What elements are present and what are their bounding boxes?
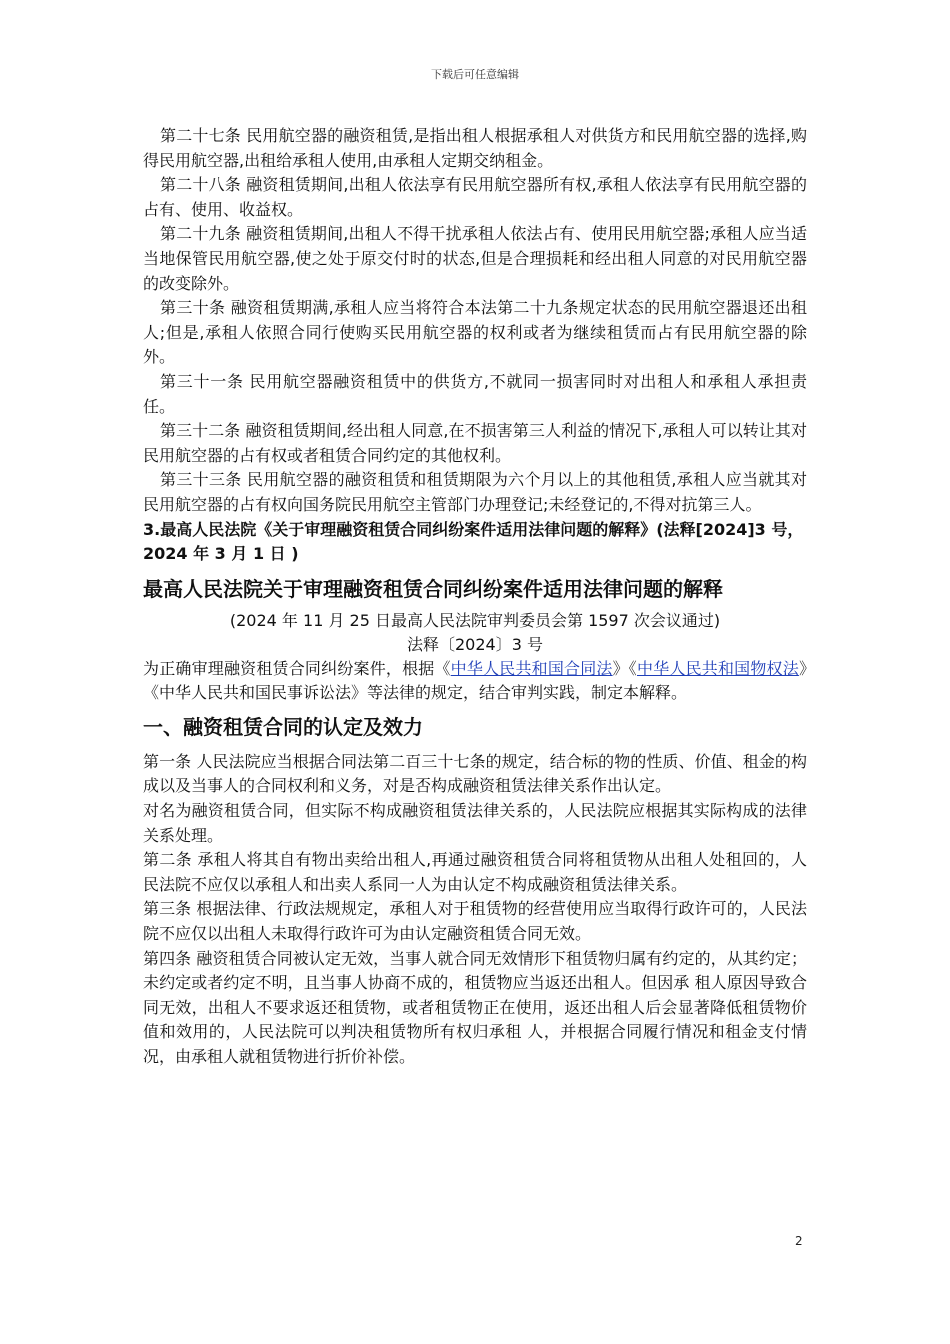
reference-heading: 3.最高人民法院《关于审理融资租赁合同纠纷案件适用法律问题的解释》(法释[2024]3 号，2024 年 3 月 1 日 ) [143,519,804,564]
interpretation-article-1-para-2: 对名为融资租赁合同，但实际不构成融资租赁法律关系的，人民法院应根据其实际构成的法律关系处理。 [143,801,807,845]
article-32: 第三十二条 融资租赁期间,经出租人同意,在不损害第三人利益的情况下,承租人可以转让其对民用航空器的占有权或者租赁合同约定的其他权利。 [143,421,807,465]
article-27: 第二十七条 民用航空器的融资租赁,是指出租人根据承租人对供货方和民用航空器的选择,购得民用航空器,出租给承租人使用,由承租人定期交纳租金。 [143,126,807,170]
document-body [143,124,807,1070]
article-28: 第二十八条 融资租赁期间,出租人依法享有民用航空器所有权,承租人依法享有民用航空器的占有、使用、收益权。 [143,175,807,219]
section-title: 一、融资租赁合同的认定及效力 [143,714,423,739]
property-law-link[interactable]: 中华人民共和国物权法 [637,658,799,678]
interpretation-article-4: 第四条 融资租赁合同被认定无效，当事人就合同无效情形下租赁物归属有约定的，从其约定；未约定或者约定不明，且当事人协商不成的，租赁物应当返还出租人。但因承 租人原因导致合同无效，出租人不要求返还租赁物，或者租赁物正在使用，返还出租人后会显著降低租赁物价值和效用的，人民法院可以判决租赁物所有权归承租 人，并根据合同履行情况和租金支付情况，由承租人就租赁物进行折价补偿。 [143,948,807,1066]
interpretation-article-3: 第三条 根据法律、行政法规规定，承租人对于租赁物的经营使用应当取得行政许可的，人民法院不应仅以出租人未取得行政许可为由认定融资租赁合同无效。 [143,899,807,944]
document-title: 最高人民法院关于审理融资租赁合同纠纷案件适用法律问题的解释 [143,576,723,601]
intro-text-2: 》《 [612,658,637,678]
page-header: 下载后可任意编辑 [431,68,519,81]
intro-text-3: 》《中华人民共和国民事诉讼法》等法律的规定，结合审判实践，制定本解释。 [143,658,807,703]
article-30: 第三十条 融资租赁期满,承租人应当将符合本法第二十九条规定状态的民用航空器退还出租人;但是,承租人依照合同行使购买民用航空器的权利或者为继续租赁而占有民用航空器的除外。 [143,298,807,367]
article-31: 第三十一条 民用航空器融资租赁中的供货方,不就同一损害同时对出租人和承租人承担责任。 [143,371,807,416]
intro-text-1: 为正确审理融资租赁合同纠纷案件，根据《 [143,658,451,678]
interpretation-article-1: 第一条 人民法院应当根据合同法第二百三十七条的规定，结合标的物的性质、价值、租金的构成以及当事人的合同权利和义务，对是否构成融资租赁法律关系作出认定。 [143,751,807,796]
page-number: 2 [795,1234,803,1248]
document-number: 法释〔2024〕3 号 [407,634,543,654]
intro-paragraph [143,657,807,706]
article-29: 第二十九条 融资租赁期间,出租人不得干扰承租人依法占有、使用民用航空器;承租人应当适当地保管民用航空器,使之处于原交付时的状态,但是合理损耗和经出租人同意的对民用航空器的改变除外。 [143,224,807,293]
contract-law-link[interactable]: 中华人民共和国合同法 [450,658,613,678]
interpretation-article-2: 第二条 承租人将其自有物出卖给出租人,再通过融资租赁合同将租赁物从出租人处租回的，人民法院不应仅以承租人和出卖人系同一人为由认定不构成融资租赁法律关系。 [143,850,807,894]
article-33: 第三十三条 民用航空器的融资租赁和租赁期限为六个月以上的其他租赁,承租人应当就其对民用航空器的占有权向国务院民用航空主管部门办理登记;未经登记的,不得对抗第三人。 [143,470,807,514]
adoption-note: (2024 年 11 月 25 日最高人民法院审判委员会第 1597 次会议通过) [229,610,721,630]
